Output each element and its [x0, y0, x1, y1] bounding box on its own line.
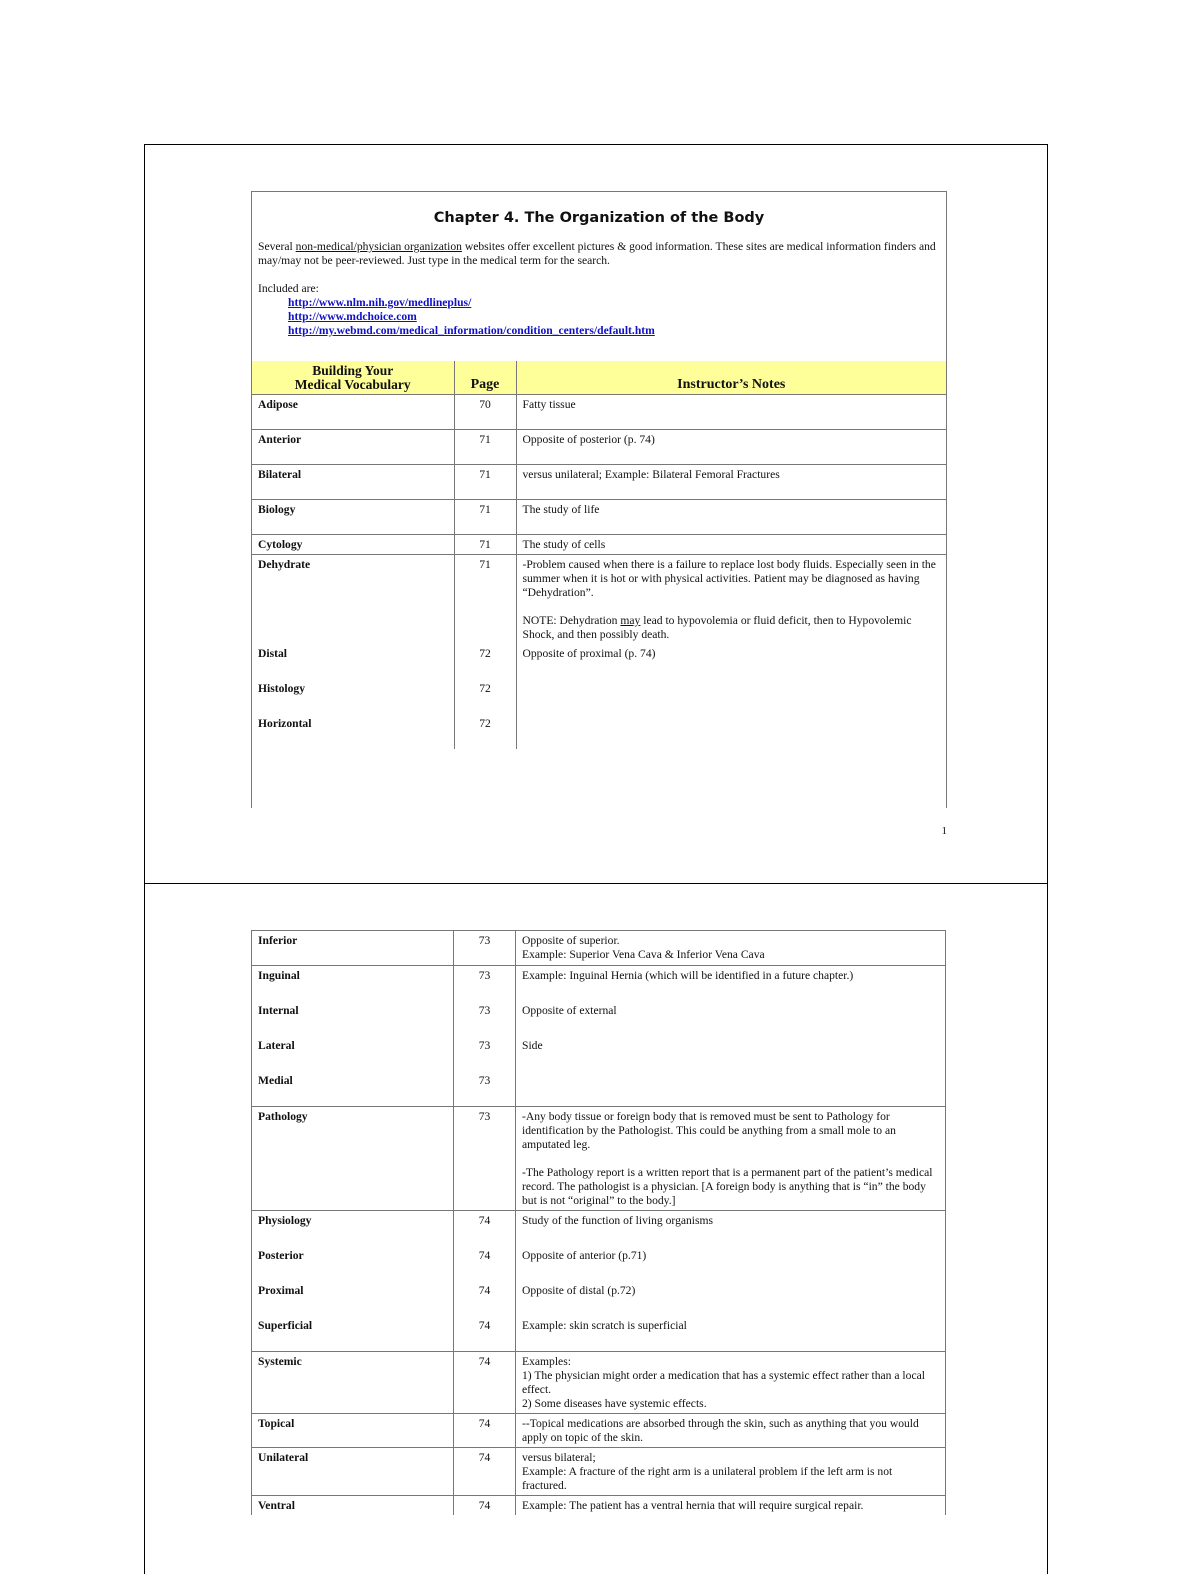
table-row: [252, 1071, 946, 1107]
term-cell: Inguinal: [252, 966, 454, 1001]
term-cell: Posterior: [252, 1246, 454, 1281]
note-cell: Opposite of superior. Example: Superior Vena Cava & Inferior Vena Cava: [522, 934, 765, 961]
note-underlined: may: [620, 614, 641, 627]
page-cell: 73: [454, 1071, 516, 1107]
note-cell: [516, 555, 946, 645]
term-cell: Inferior: [252, 931, 454, 966]
page-number: 1: [941, 825, 947, 837]
included-label: Included are:: [258, 282, 319, 295]
note-cell: --Topical medications are absorbed through the skin, such as anything that you would apply on topic of the skin.: [516, 1414, 946, 1448]
vocabulary-table-2: [251, 930, 946, 1515]
term-cell: Internal: [252, 1001, 454, 1036]
term-cell: Dehydrate: [252, 555, 454, 645]
term-cell: Ventral: [252, 1496, 454, 1516]
term-cell: Horizontal: [252, 714, 454, 749]
page-cell: 74: [454, 1246, 516, 1281]
term-cell: Superficial: [252, 1316, 454, 1352]
intro-paragraph: [258, 240, 940, 268]
link-list: [288, 296, 940, 338]
link-mdchoice[interactable]: http://www.mdchoice.com: [288, 310, 417, 323]
page-cell: 74: [454, 1281, 516, 1316]
note-paragraph: [523, 614, 941, 642]
table-row: [252, 1496, 946, 1516]
note-paragraph: -Any body tissue or foreign body that is removed must be sent to Pathology for identification by the Pathologist. This could be anything from a small mole to an amputated leg.: [522, 1110, 896, 1151]
page-cell: 73: [454, 966, 516, 1001]
link-medlineplus[interactable]: http://www.nlm.nih.gov/medlineplus/: [288, 296, 472, 309]
link-webmd[interactable]: http://my.webmd.com/medical_information/condition_centers/default.htm: [288, 324, 655, 337]
term-cell: Distal: [252, 644, 454, 679]
table-row: [252, 966, 946, 1001]
note-cell: [516, 679, 946, 714]
table-row: [252, 535, 946, 555]
page-cell: 73: [454, 1001, 516, 1036]
term-cell: Adipose: [252, 395, 454, 430]
term-cell: Pathology: [252, 1107, 454, 1211]
table-header-row: [252, 361, 946, 395]
header-notes: Instructor’s Notes: [516, 361, 946, 395]
note-cell: [516, 1071, 946, 1107]
term-cell: Unilateral: [252, 1448, 454, 1496]
page-cell: 71: [454, 465, 516, 500]
note-cell: Study of the function of living organisms: [516, 1211, 946, 1246]
document-page-2: [144, 883, 1048, 1574]
term-cell: Lateral: [252, 1036, 454, 1071]
table-row: [252, 1036, 946, 1071]
note-cell: Examples: 1) The physician might order a medication that has a systemic effect rather than a local effect. 2) Some diseases have systemic effects.: [516, 1352, 946, 1414]
table-row: [252, 1414, 946, 1448]
page-cell: 71: [454, 555, 516, 645]
table-row: [252, 931, 946, 966]
header-page: Page: [454, 361, 516, 395]
table-row: [252, 1352, 946, 1414]
page-cell: 73: [454, 1107, 516, 1211]
table-row: [252, 679, 946, 714]
page-cell: 74: [454, 1352, 516, 1414]
table-row: [252, 395, 946, 430]
note-cell: Opposite of distal (p.72): [522, 1283, 636, 1297]
note-cell: The study of life: [516, 500, 946, 535]
page-cell: 72: [454, 644, 516, 679]
page-cell: 73: [454, 931, 516, 966]
term-cell: Anterior: [252, 430, 454, 465]
term-cell: Medial: [252, 1071, 454, 1107]
page-cell: 71: [454, 500, 516, 535]
table-row: [252, 644, 946, 679]
page-cell: 74: [454, 1448, 516, 1496]
term-cell: Systemic: [252, 1352, 454, 1414]
note-text: NOTE: Dehydration: [522, 614, 621, 627]
page-cell: 73: [454, 1036, 516, 1071]
page-cell: 74: [454, 1316, 516, 1352]
header-vocabulary: [252, 361, 454, 395]
table-row: [252, 1448, 946, 1496]
note-cell: Opposite of anterior (p.71): [522, 1248, 647, 1262]
vocabulary-table-1: [252, 361, 946, 749]
table-row: [252, 714, 946, 749]
page-cell: 70: [454, 395, 516, 430]
continued-sheet: [251, 930, 945, 1515]
note-cell: Side: [522, 1038, 543, 1052]
term-cell: Physiology: [252, 1211, 454, 1246]
chapter-sheet: [251, 191, 947, 808]
table-row: [252, 1246, 946, 1281]
term-cell: Biology: [252, 500, 454, 535]
note-cell: Opposite of external: [522, 1003, 617, 1017]
term-cell: Topical: [252, 1414, 454, 1448]
page-cell: 72: [454, 679, 516, 714]
note-cell: [516, 1107, 946, 1211]
table-row: [252, 465, 946, 500]
term-cell: Cytology: [252, 535, 454, 555]
note-cell: Example: skin scratch is superficial: [522, 1318, 687, 1332]
intro-text-1: Several: [258, 240, 296, 253]
table-row: [252, 430, 946, 465]
page-cell: 72: [454, 714, 516, 749]
term-cell: Histology: [252, 679, 454, 714]
note-cell: Opposite of proximal (p. 74): [522, 647, 656, 660]
page-cell: 71: [454, 430, 516, 465]
intro-text-2: websites offer excellent pictures & good information. These sites are medical information finders and may/may not be peer-reviewed. Just type in the medical term for the search.: [258, 240, 936, 267]
note-cell: versus unilateral; Example: Bilateral Femoral Fractures: [516, 465, 946, 500]
page-cell: 74: [454, 1496, 516, 1516]
table-row: [252, 1107, 946, 1211]
note-cell: The study of cells: [516, 535, 946, 555]
note-cell: Fatty tissue: [516, 395, 946, 430]
header-vocab-line2: Medical Vocabulary: [294, 377, 411, 392]
page-cell: 71: [454, 535, 516, 555]
note-cell: versus bilateral; Example: A fracture of the right arm is a unilateral problem if the left arm is not fractured.: [516, 1448, 946, 1496]
table-row: [252, 1316, 946, 1352]
note-cell: Example: Inguinal Hernia (which will be identified in a future chapter.): [516, 966, 946, 1001]
note-paragraph: -Problem caused when there is a failure to replace lost body fluids. Especially seen in the summer when it is hot or with physical activities. Patient may be diagnosed as having “Dehydration”.: [522, 558, 936, 599]
term-cell: Proximal: [252, 1281, 454, 1316]
term-cell: Bilateral: [252, 465, 454, 500]
table-row: [252, 1281, 946, 1316]
note-paragraph: -The Pathology report is a written report that is a permanent part of the patient’s medical record. The pathologist is a physician. [A foreign body is anything that is “in” the body but is not “original” to the body.]: [522, 1166, 933, 1207]
page-cell: 74: [454, 1414, 516, 1448]
intro-underlined: non-medical/physician organization: [295, 240, 462, 253]
page-cell: 74: [454, 1211, 516, 1246]
table-row: [252, 1211, 946, 1246]
note-cell: Opposite of posterior (p. 74): [516, 430, 946, 465]
table-row: [252, 500, 946, 535]
note-cell: [516, 714, 946, 749]
table-row: [252, 555, 946, 645]
chapter-title: Chapter 4. The Organization of the Body: [433, 210, 765, 226]
note-cell: Example: The patient has a ventral hernia that will require surgical repair.: [516, 1496, 946, 1516]
note-text: lead to hypovolemia or fluid deficit, then to Hypovolemic Shock, and then possibly death.: [522, 614, 912, 641]
header-vocab-line1: Building Your: [312, 363, 394, 378]
table-row: [252, 1001, 946, 1036]
document-page-1: [144, 144, 1048, 884]
